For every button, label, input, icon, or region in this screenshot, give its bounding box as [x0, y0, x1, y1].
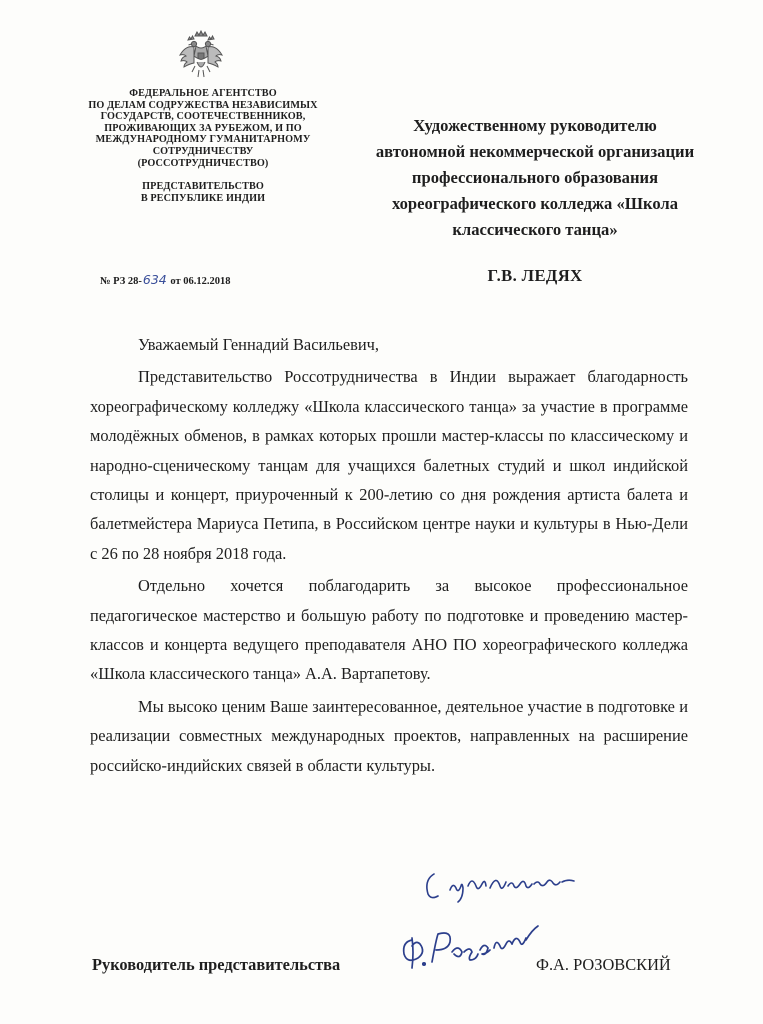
sender-line: ФЕДЕРАЛЬНОЕ АГЕНТСТВО [129, 88, 277, 99]
registration-date-label: от [170, 276, 181, 287]
addressee-line: Художественному руководителю [413, 116, 657, 135]
registration-number-handwritten: 634 [142, 272, 167, 287]
registration-prefix: № РЗ 28- [100, 276, 142, 287]
office-line: В РЕСПУБЛИКЕ ИНДИИ [140, 192, 266, 204]
registration-line [100, 272, 310, 287]
body-paragraph: Мы высоко ценим Ваше заинтересованное, деятельное участие в подготовке и реализации совместных международных проектов, направленных на расширение российско-индийских связей в области культуры. [90, 696, 688, 775]
coat-of-arms-icon [178, 30, 224, 80]
sender-line: СОТРУДНИЧЕСТВУ [152, 145, 254, 157]
addressee-line: автономной некоммерческой организации [375, 142, 695, 161]
addressee-name: Г.В. ЛЕДЯХ [487, 266, 583, 285]
addressee-block [350, 113, 720, 289]
sender-line: ПО ДЕЛАМ СОДРУЖЕСТВА НЕЗАВИСИМЫХ [88, 99, 318, 111]
addressee-line: хореографического колледжа «Школа [391, 194, 679, 213]
addressee-line: классического танца» [452, 220, 618, 239]
registration-date: 06.12.2018 [183, 276, 231, 287]
signer-title: Руководитель представительства [92, 955, 341, 974]
greeting: Уважаемый Геннадий Васильевич, [138, 335, 380, 354]
sender-line: (РОССОТРУДНИЧЕСТВО) [137, 157, 269, 169]
body-paragraph: Представительство Россотрудничества в Индии выражает благодарность хореографическому колледжу «Школа классического танца» за участие в программе молодёжных обменов, в рамках которых прошли мастер-классы по классическому и народно-сценическому танцам для учащихся балетных студий и школ индийской столицы и концерт, приуроченный к 200-летию со дня рождения артиста балета и балетмейстера Мариуса Петипа, в Российском центре науки и культуры в Нью-Дели с 26 по 28 ноября 2018 года. [90, 367, 688, 563]
sender-line: МЕЖДУНАРОДНОМУ ГУМАНИТАРНОМУ [95, 134, 311, 146]
sender-block [72, 88, 334, 204]
sender-line: ПРОЖИВАЮЩИХ ЗА РУБЕЖОМ, И ПО [104, 122, 302, 134]
handwritten-regards [420, 860, 590, 910]
signer-name: Ф.А. РОЗОВСКИЙ [536, 955, 671, 974]
body-paragraph: Отдельно хочется поблагодарить за высокое профессиональное педагогическое мастерство и большую работу по подготовке и проведению мастер-классов и концерта ведущего преподавателя АНО ПО хореографического колледжа «Школа классического танца» А.А. Вартапетову. [90, 576, 688, 684]
letter-body [90, 330, 688, 780]
sender-line: ГОСУДАРСТВ, СООТЕЧЕСТВЕННИКОВ, [100, 111, 306, 123]
addressee-line: профессионального образования [411, 168, 659, 187]
office-line: ПРЕДСТАВИТЕЛЬСТВО [142, 181, 264, 193]
